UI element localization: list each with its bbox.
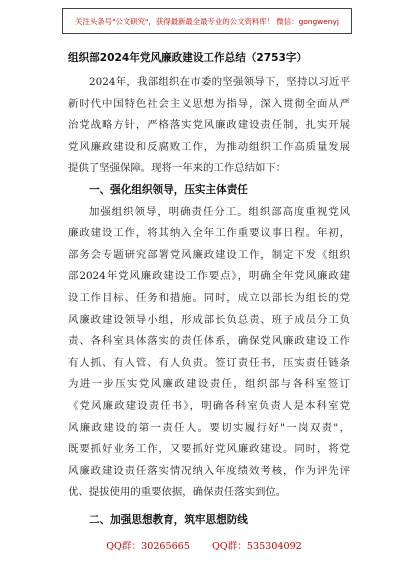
paragraph-line: 提供了坚强保障。现将一年来的工作总结如下： <box>68 162 287 175</box>
document-body <box>68 72 350 531</box>
paragraph-line: 2024年，我部组织在市委的坚强领导下，坚持以习近平 <box>89 76 350 88</box>
section-heading-1: 一、强化组织领导，压实主体责任 <box>89 183 248 196</box>
promo-banner-text: 关注头条号"公文研究"，获得最新最全最专业的公文资料库！ 微信：gongwenyj <box>75 16 339 26</box>
paragraph-line: 新时代中国特色社会主义思想为指导，深入贯彻全面从严 <box>68 97 350 110</box>
paragraph-line: 《党风廉政建设责任书》，明确各科室负责人是本科室党 <box>68 399 350 412</box>
paragraph-line: 加强组织领导，明确责任分工。组织部高度重视党风 <box>89 205 350 218</box>
footer-contacts <box>0 538 408 552</box>
paragraph-line: 治党战略方针，严格落实党风廉政建设责任制，扎实开展 <box>68 119 350 132</box>
paragraph-line: 风廉政建设的第一责任人。要切实履行好"一岗双责"， <box>68 421 350 434</box>
paragraph-line: 风廉政建设领导小组，形成部长负总责、班子成员分工负 <box>68 313 350 326</box>
qq-group-2: QQ群：535304092 <box>211 541 302 552</box>
promo-banner <box>62 8 352 34</box>
paragraph-line: 有人抓、有人管、有人负责。签订责任书，压实责任链条 <box>68 356 350 369</box>
paragraph-line: 优、提拔使用的重要依据，确保责任落实到位。 <box>68 486 287 499</box>
paragraph-line: 部务会专题研究部署党风廉政建设工作，制定下发《组织 <box>68 248 350 261</box>
paragraph-line: 风廉政建设责任落实情况纳入年度绩效考核，作为评先评 <box>68 464 350 477</box>
paragraph-line: 责、各科室具体落实的责任体系，确保党风廉政建设工作 <box>68 335 350 348</box>
paragraph-line: 廉政建设工作，将其纳入全年工作重要议事日程。年初， <box>68 227 350 240</box>
document-title: 组织部2024年党风廉政建设工作总结（2753字） <box>68 52 308 64</box>
paragraph-line: 设工作目标、任务和措施。同时，成立以部长为组长的党 <box>68 291 350 304</box>
qq-group-1: QQ群：30265665 <box>106 541 190 552</box>
paragraph-line: 既要抓好业务工作，又要抓好党风廉政建设。同时，将党 <box>68 443 350 456</box>
paragraph-line: 为进一步压实党风廉政建设责任，组织部与各科室签订 <box>68 378 350 391</box>
section-heading-2: 二、加强思想教育，筑牢思想防线 <box>89 513 248 526</box>
paragraph-line: 部2024年党风廉政建设工作要点》，明确全年党风廉政建 <box>68 270 350 283</box>
paragraph-line: 党风廉政建设和反腐败工作，为推动组织工作高质量发展 <box>68 140 350 153</box>
